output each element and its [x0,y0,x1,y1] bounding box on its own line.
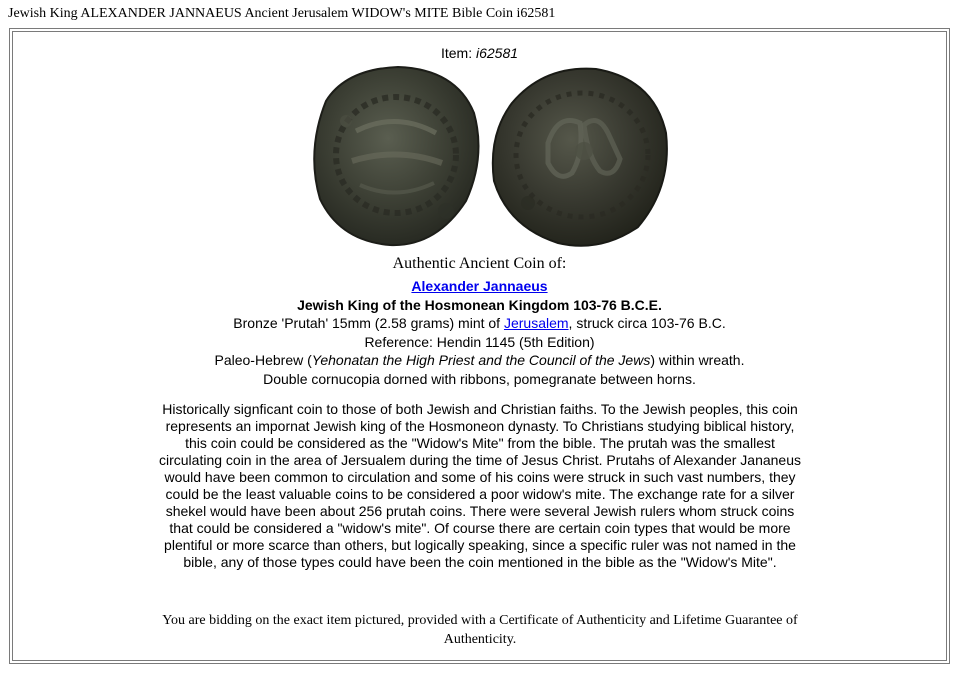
coin-images [10,61,949,249]
coin-reverse-image [488,63,672,249]
obverse-italic: Yehonatan the High Priest and the Council of the Jews [311,352,651,368]
obverse-suffix: ) within wreath. [650,352,745,368]
coin-reference: Reference: Hendin 1145 (5th Edition) [364,333,595,350]
page-title: Jewish King ALEXANDER JANNAEUS Ancient Jerusalem WIDOW's MITE Bible Coin i62581 [8,6,556,21]
item-id: i62581 [475,45,519,61]
specs-prefix: Bronze 'Prutah' 15mm (2.58 grams) mint of [233,315,501,331]
ruler-link[interactable]: Alexander Jannaeus [411,278,548,294]
obverse-prefix: Paleo-Hebrew ( [214,352,312,368]
item-label: Item: [440,45,473,61]
specs-suffix: , struck circa 103-76 B.C. [568,315,726,331]
mint-link[interactable]: Jerusalem [503,315,569,331]
coin-obverse-desc [10,351,949,370]
coin-details [10,277,949,388]
listing-frame [9,28,950,664]
coin-obverse-image [306,61,484,249]
coin-specs [10,314,949,333]
description-heading: Authentic Ancient Coin of: [392,255,567,272]
authenticity-footer: You are bidding on the exact item pictured, provided with a Certificate of Authenticity and Lifetime Guarantee of Authenticity. [162,613,798,647]
item-number-line [10,45,949,61]
coin-reverse-desc: Double cornucopia dorned with ribbons, pomegranate between horns. [263,370,696,387]
coin-subtitle: Jewish King of the Hosmonean Kingdom 103-76 B.C.E. [297,296,662,313]
history-paragraph: Historically signficant coin to those of both Jewish and Christian faiths. To the Jewish peoples, this coin represents an impornat Jewish king of the Hosmoneon dynasty. To Christians studying biblical history, this coin could be considered as the "Widow's Mite" from the bible. The prutah was the smallest circulating coin in the area of Jersualem during the time of Jesus Christ. Prutahs of Alexander Jananeus would have been common to circulation and some of his coins were struck in such vast numbers, they could be the least valuable coins to be considered a poor widow's mite. The exchange rate for a silver shekel would have been about 256 prutah coins. There were several Jewish rulers whom struck coins that could be considered a "widow's mite". Of course there are certain coin types that would be more plentiful or more scarce than others, but logically speaking, since a specific ruler was not named in the bible, any of those types could have been the coin mentioned in the bible as the "Widow's Mite". [158,401,801,570]
